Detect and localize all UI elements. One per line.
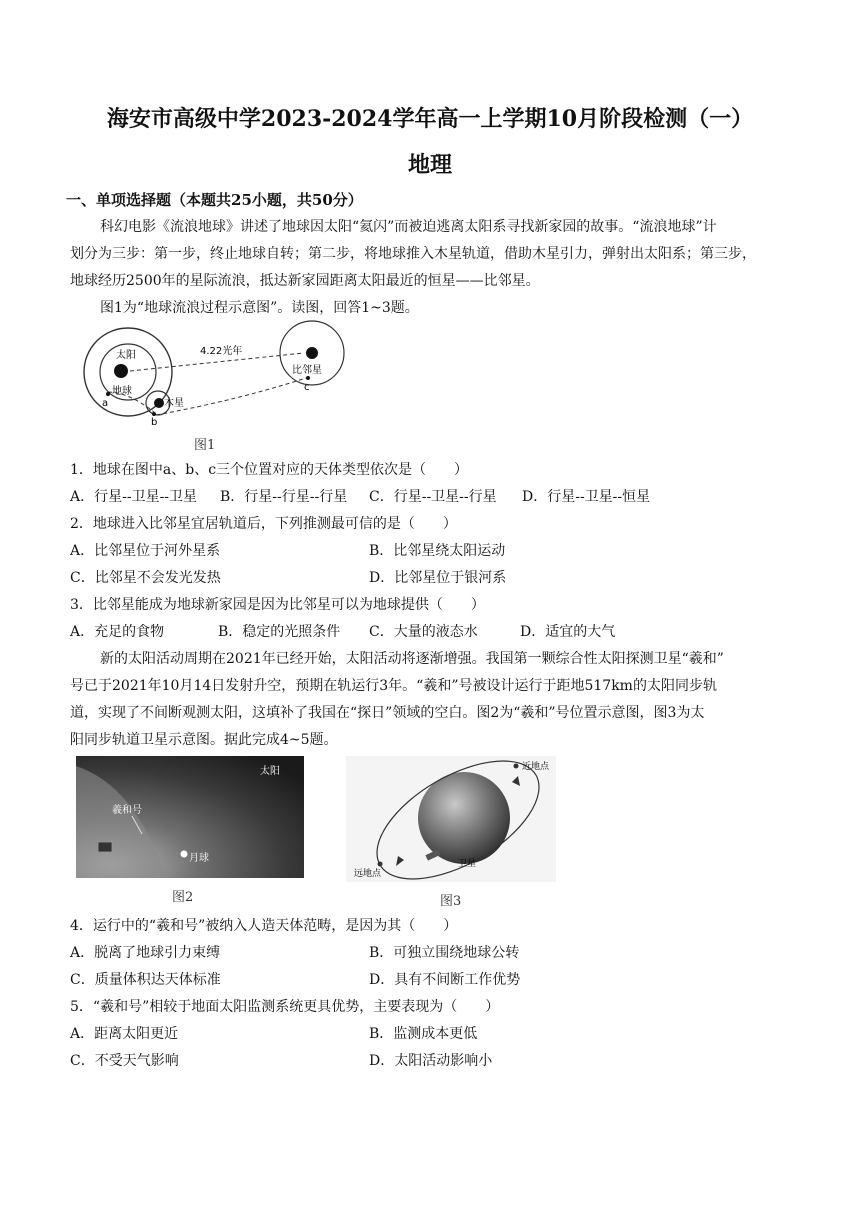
question-3-option-d: D．适宜的大气 [520,624,616,640]
fig1-label-sun: 太阳 [116,350,136,361]
question-1-option-b: B．行星--行星--行星 [220,489,348,505]
question-1-stem: 1．地球在图中a、b、c三个位置对应的天体类型依次是（ ） [70,462,469,478]
figure-2-image [76,756,304,878]
proxima-dot [306,347,318,359]
figure-3 [346,756,556,909]
fig1-label-jupiter: 木星 [164,398,184,409]
question-5-option-a: A．距离太阳更近 [70,1026,179,1042]
fig1-label-a: a [102,398,109,409]
question-5-stem: 5．“羲和号”相较于地面太阳监测系统更具优势，主要表现为（ ） [70,999,500,1015]
fig3-label-apogee: 远地点 [354,869,382,879]
passage2-line: 号已于2021年10月14日发射升空，预期在轨运行3年。“羲和”号被设计运行于距地517km的太阳同步轨 [70,678,717,694]
question-1-option-d: D．行星--卫星--恒星 [522,489,651,505]
fig2-label-sun: 太阳 [260,766,280,777]
question-3-option-b: B．稳定的光照条件 [218,624,341,640]
question-4-option-d: D．具有不间断工作优势 [369,972,521,988]
passage1-line: 划分为三步：第一步，终止地球自转；第二步，将地球推入木星轨道，借助木星引力，弹射出太阳系；第三步， [70,246,756,262]
question-2-option-a: A．比邻星位于河外星系 [70,543,221,559]
fig1-label-earth: 地球 [112,386,132,397]
question-3-option-a: A．充足的食物 [70,624,165,640]
document-title: 海安市高级中学2023-2024学年高一上学期10月阶段检测（一） [106,106,754,132]
fig1-label-b: b [151,417,158,428]
passage2-line: 新的太阳活动周期在2021年已经开始，太阳活动将逐渐增强。我国第一颗综合性太阳探测卫星“羲和” [100,651,724,667]
question-3-stem: 3．比邻星能成为地球新家园是因为比邻星可以为地球提供（ ） [70,597,485,613]
question-5-option-b: B．监测成本更低 [369,1026,478,1042]
passage1-line: 科幻电影《流浪地球》讲述了地球因太阳“氦闪”而被迫逃离太阳系寻找新家园的故事。“流浪地球”计 [100,219,717,235]
figure-3-diagram [346,756,556,882]
question-4-option-b: B．可独立围绕地球公转 [369,945,520,961]
fig2-label-xihe: 羲和号 [112,805,142,816]
question-5-option-c: C．不受天气影响 [70,1053,179,1069]
passage1-line: 地球经历2500年的星际流浪，抵达新家园距离太阳最近的恒星——比邻星。 [70,273,540,289]
earth-globe [418,772,510,864]
fig1-label-proxima: 比邻星 [292,365,322,376]
fig1-label-c: c [304,382,310,393]
question-1-option-c: C．行星--卫星--行星 [369,489,497,505]
subject-title: 地理 [407,152,452,178]
passage1-figure-reference: 图1为“地球流浪过程示意图”。读图，回答1~3题。 [100,300,419,316]
section-heading: 一、单项选择题（本题共25小题，共50分） [66,191,363,209]
figure-2-caption: 图2 [172,890,194,905]
figure-3-caption: 图3 [440,894,462,909]
jupiter-dot [154,398,164,408]
passage2-line: 道，实现了不间断观测太阳，这填补了我国在“探日”领域的空白。图2为“羲和”号位置示意图，图3为太 [70,705,705,721]
moon-dot [181,851,188,858]
figure-1-diagram [68,320,368,454]
question-2-option-b: B．比邻星绕太阳运动 [369,543,506,559]
question-2-stem: 2．地球进入比邻星宜居轨道后，下列推测最可信的是（ ） [70,516,457,532]
fig3-label-satellite: 卫星 [458,859,477,869]
fig3-label-perigee: 近地点 [522,762,550,772]
question-1-option-a: A．行星--卫星--卫星 [70,489,198,505]
question-5-option-d: D．太阳活动影响小 [369,1053,493,1069]
question-4-option-a: A．脱离了地球引力束缚 [70,945,221,961]
question-2-option-c: C．比邻星不会发光发热 [70,570,221,586]
fig1-label-distance: 4.22光年 [200,346,243,357]
fig2-label-moon: 月球 [189,853,209,864]
question-4-option-c: C．质量体积达天体标准 [70,972,221,988]
sun-dot [114,364,128,378]
figure-1 [68,320,368,454]
question-2-option-d: D．比邻星位于银河系 [369,570,507,586]
question-3-option-c: C．大量的液态水 [369,624,478,640]
figure-1-caption: 图1 [194,438,216,453]
figure-2 [76,756,304,906]
question-4-stem: 4．运行中的“羲和号”被纳入人造天体范畴，是因为其（ ） [70,918,458,934]
passage2-line: 阳同步轨道卫星示意图。据此完成4~5题。 [70,732,338,748]
